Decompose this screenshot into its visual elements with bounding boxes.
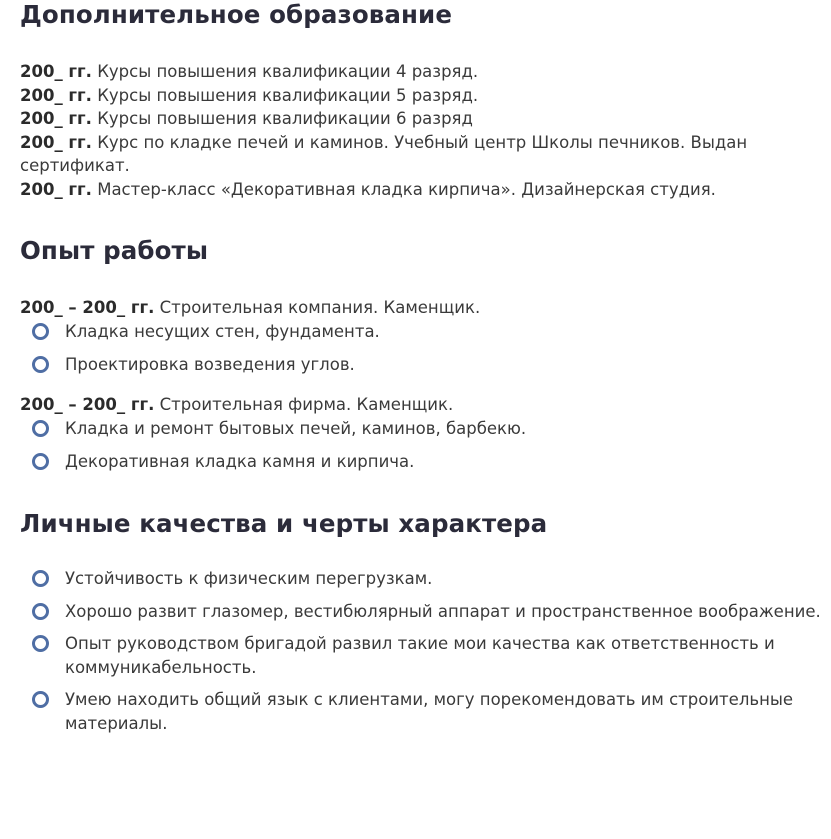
list-item <box>20 417 825 441</box>
quality-text: Умею находить общий язык с клиентами, могу порекомендовать им строительные материалы. <box>65 690 794 733</box>
personal-qualities-heading: Личные качества и черты характера <box>20 509 548 538</box>
job-period: 200_ – 200_ гг. <box>20 298 155 317</box>
personal-qualities-list <box>20 567 825 735</box>
education-text: Курсы повышения квалификации 5 разряд. <box>97 85 479 105</box>
education-item <box>20 60 825 84</box>
circle-bullet-icon <box>32 603 49 620</box>
education-year: 200_ гг. <box>20 85 92 105</box>
list-item <box>20 632 825 679</box>
job-duties-list <box>20 320 825 377</box>
education-list <box>20 60 825 201</box>
job-entry <box>20 393 825 417</box>
job-description: Строительная фирма. Каменщик. <box>159 395 454 414</box>
experience-heading: Опыт работы <box>20 236 209 265</box>
education-heading: Дополнительное образование <box>20 0 453 29</box>
education-year: 200_ гг. <box>20 132 92 152</box>
education-year: 200_ гг. <box>20 109 92 128</box>
education-text: Курс по кладке печей и каминов. Учебный центр Школы печников. Выдан сертификат. <box>20 132 748 175</box>
education-text: Курсы повышения квалификации 6 разряд <box>97 109 473 128</box>
list-item <box>20 688 825 735</box>
personal-qualities-section <box>20 509 825 735</box>
duty-text: Декоративная кладка камня и кирпича. <box>65 451 415 471</box>
education-item <box>20 178 825 202</box>
job-duties-list <box>20 417 825 474</box>
education-section <box>20 0 825 201</box>
circle-bullet-icon <box>32 691 49 708</box>
resume-page <box>20 0 825 744</box>
circle-bullet-icon <box>32 635 49 652</box>
education-text: Мастер-класс «Декоративная кладка кирпича». Дизайнерская студия. <box>97 179 716 199</box>
list-item <box>20 450 825 474</box>
circle-bullet-icon <box>32 453 49 470</box>
list-item <box>20 567 825 591</box>
list-item <box>20 600 825 624</box>
job-period: 200_ – 200_ гг. <box>20 395 155 414</box>
duty-text: Кладка и ремонт бытовых печей, каминов, барбекю. <box>65 418 527 438</box>
list-item <box>20 320 825 344</box>
circle-bullet-icon <box>32 356 49 373</box>
quality-text: Устойчивость к физическим перегрузкам. <box>65 569 433 588</box>
circle-bullet-icon <box>32 323 49 340</box>
duty-text: Проектировка возведения углов. <box>65 354 355 374</box>
education-item <box>20 107 825 131</box>
experience-section <box>20 236 825 473</box>
duty-text: Кладка несущих стен, фундамента. <box>65 321 380 341</box>
education-year: 200_ гг. <box>20 62 92 81</box>
education-year: 200_ гг. <box>20 179 92 199</box>
job-description: Строительная компания. Каменщик. <box>159 298 481 317</box>
education-item <box>20 84 825 108</box>
quality-text: Опыт руководством бригадой развил такие мои качества как ответственность и коммуникабельность. <box>65 634 775 677</box>
list-item <box>20 353 825 377</box>
education-item <box>20 131 825 178</box>
circle-bullet-icon <box>32 420 49 437</box>
quality-text: Хорошо развит глазомер, вестибюлярный аппарат и пространственное воображение. <box>65 601 821 621</box>
circle-bullet-icon <box>32 570 49 587</box>
education-text: Курсы повышения квалификации 4 разряд. <box>97 62 479 81</box>
job-entry <box>20 296 825 320</box>
